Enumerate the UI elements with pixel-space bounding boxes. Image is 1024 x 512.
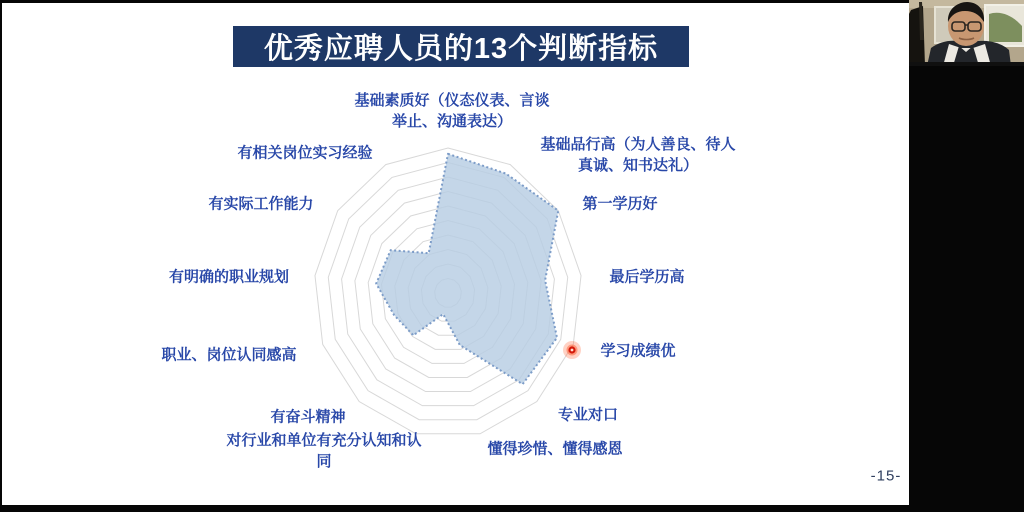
radar-data-polygon bbox=[376, 154, 558, 384]
axis-label-11: 有实际工作能力 bbox=[208, 195, 314, 213]
webcam-bottom-shadow bbox=[909, 62, 1024, 66]
axis-label-4: 学习成绩优 bbox=[600, 342, 676, 360]
axis-label-9: 职业、岗位认同感高 bbox=[161, 346, 297, 364]
axis-label-2: 第一学历好 bbox=[582, 195, 658, 213]
axis-label-6: 懂得珍惜、懂得感恩 bbox=[487, 440, 623, 458]
page-number: -15- bbox=[870, 467, 902, 485]
axis-label-12: 有相关岗位实习经验 bbox=[237, 144, 373, 162]
slide bbox=[2, 3, 909, 505]
axis-label-3: 最后学历高 bbox=[609, 268, 685, 286]
axis-label-1: 基础品行高（为人善良、待人 真诚、知书达礼） bbox=[540, 136, 736, 174]
radar-chart bbox=[2, 3, 909, 505]
axis-label-5: 专业对口 bbox=[557, 406, 619, 424]
webcam-thumbnail[interactable] bbox=[909, 0, 1024, 66]
axis-label-0: 基础素质好（仪态仪表、言谈 举止、沟通表达） bbox=[354, 92, 550, 130]
axis-label-10: 有明确的职业规划 bbox=[168, 268, 290, 286]
axis-label-8: 有奋斗精神 bbox=[270, 408, 346, 426]
laser-pointer-dot bbox=[571, 349, 574, 352]
axis-label-7: 对行业和单位有充分认知和认 同 bbox=[226, 432, 422, 470]
slide-title: 优秀应聘人员的13个判断指标 bbox=[233, 26, 689, 67]
